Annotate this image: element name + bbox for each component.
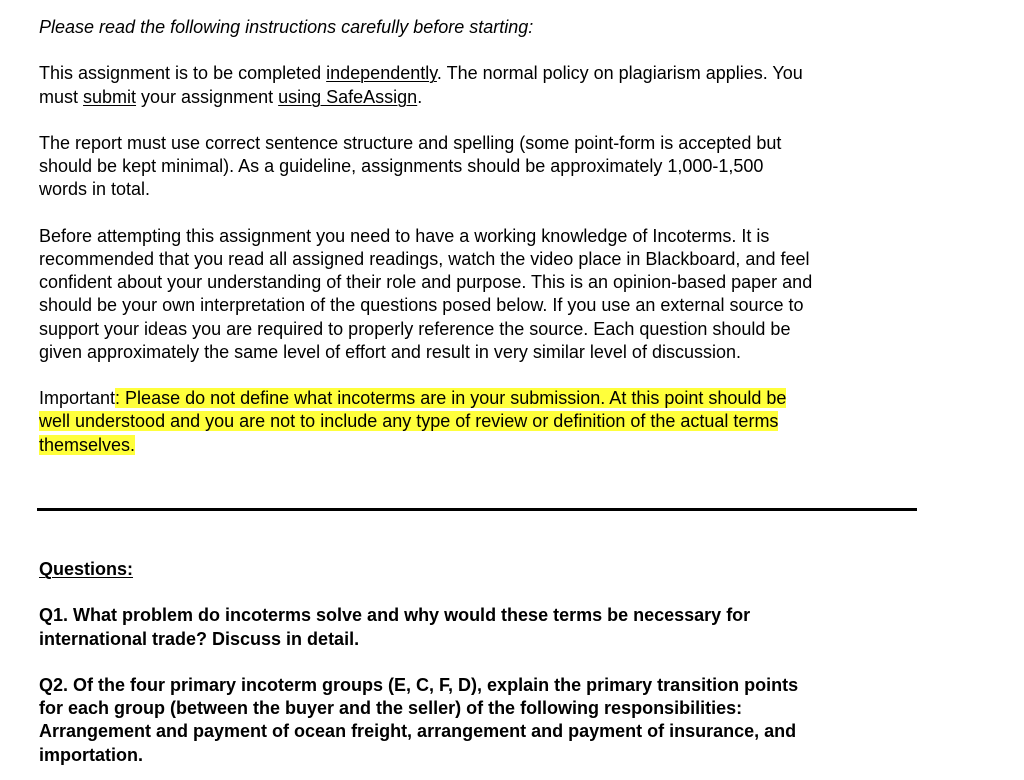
horizontal-divider bbox=[37, 508, 917, 511]
question-2-line-1: Q2. Of the four primary incoterm groups (E, C, F, D), explain the primary transition points bbox=[39, 674, 799, 695]
question-2 bbox=[39, 674, 939, 767]
highlighted-text-2: well understood and you are not to include any type of review or definition of the actual terms bbox=[39, 411, 779, 432]
report-paragraph bbox=[39, 132, 939, 202]
knowledge-line-2: recommended that you read all assigned readings, watch the video place in Blackboard, and feel bbox=[39, 248, 810, 269]
spacer bbox=[39, 202, 939, 225]
spacer bbox=[39, 39, 939, 62]
safeassign-text: using SafeAssign bbox=[278, 86, 418, 107]
knowledge-line-3: confident about your understanding of their role and purpose. This is an opinion-based paper and bbox=[39, 272, 813, 293]
policy-text-2c: . bbox=[417, 86, 423, 107]
report-line-3: words in total. bbox=[39, 179, 151, 200]
highlighted-text-3: themselves. bbox=[39, 434, 136, 455]
question-1-line-2: international trade? Discuss in detail. bbox=[39, 628, 360, 649]
instructions-heading: Please read the following instructions carefully before starting: bbox=[39, 17, 534, 37]
spacer bbox=[39, 109, 939, 132]
question-2-line-2: for each group (between the buyer and the seller) of the following responsibilities: bbox=[39, 698, 743, 719]
spacer bbox=[39, 581, 939, 604]
policy-text-2b: your assignment bbox=[136, 86, 279, 107]
policy-text-1a: This assignment is to be completed bbox=[39, 63, 327, 84]
policy-paragraph bbox=[39, 62, 939, 108]
policy-text-1b: . The normal policy on plagiarism applies. You bbox=[436, 63, 803, 84]
knowledge-line-4: should be your own interpretation of the questions posed below. If you use an external source to bbox=[39, 295, 804, 316]
policy-line-1 bbox=[39, 62, 939, 85]
important-label: Important bbox=[39, 388, 116, 409]
question-2-line-4: importation. bbox=[39, 744, 143, 765]
question-2-line-3: Arrangement and payment of ocean freight, arrangement and payment of insurance, and bbox=[39, 721, 797, 742]
questions-section bbox=[39, 558, 939, 767]
spacer bbox=[39, 364, 939, 387]
knowledge-line-6: given approximately the same level of effort and result in very similar level of discussion. bbox=[39, 341, 741, 362]
highlighted-text-1: : Please do not define what incoterms are in your submission. At this point should be bbox=[115, 388, 787, 409]
submit-text: submit bbox=[83, 86, 137, 107]
spacer bbox=[39, 651, 939, 674]
independently-text: independently bbox=[326, 63, 437, 84]
report-line-1: The report must use correct sentence structure and spelling (some point-form is accepted but bbox=[39, 132, 782, 153]
policy-line-2 bbox=[39, 86, 939, 109]
instructions-section bbox=[39, 16, 939, 457]
policy-text-2a: must bbox=[39, 86, 84, 107]
important-line-3 bbox=[39, 434, 939, 457]
question-1 bbox=[39, 604, 939, 650]
report-line-2: should be kept minimal). As a guideline, assignments should be approximately 1,000-1,500 bbox=[39, 156, 764, 177]
question-1-line-1: Q1. What problem do incoterms solve and why would these terms be necessary for bbox=[39, 605, 751, 626]
knowledge-line-1: Before attempting this assignment you need to have a working knowledge of Incoterms. It is bbox=[39, 225, 770, 246]
important-line-2 bbox=[39, 410, 939, 433]
knowledge-paragraph bbox=[39, 225, 939, 364]
important-paragraph bbox=[39, 387, 939, 457]
questions-heading: Questions: bbox=[39, 559, 134, 579]
knowledge-line-5: support your ideas you are required to properly reference the source. Each question should be bbox=[39, 318, 791, 339]
important-line-1 bbox=[39, 387, 939, 410]
